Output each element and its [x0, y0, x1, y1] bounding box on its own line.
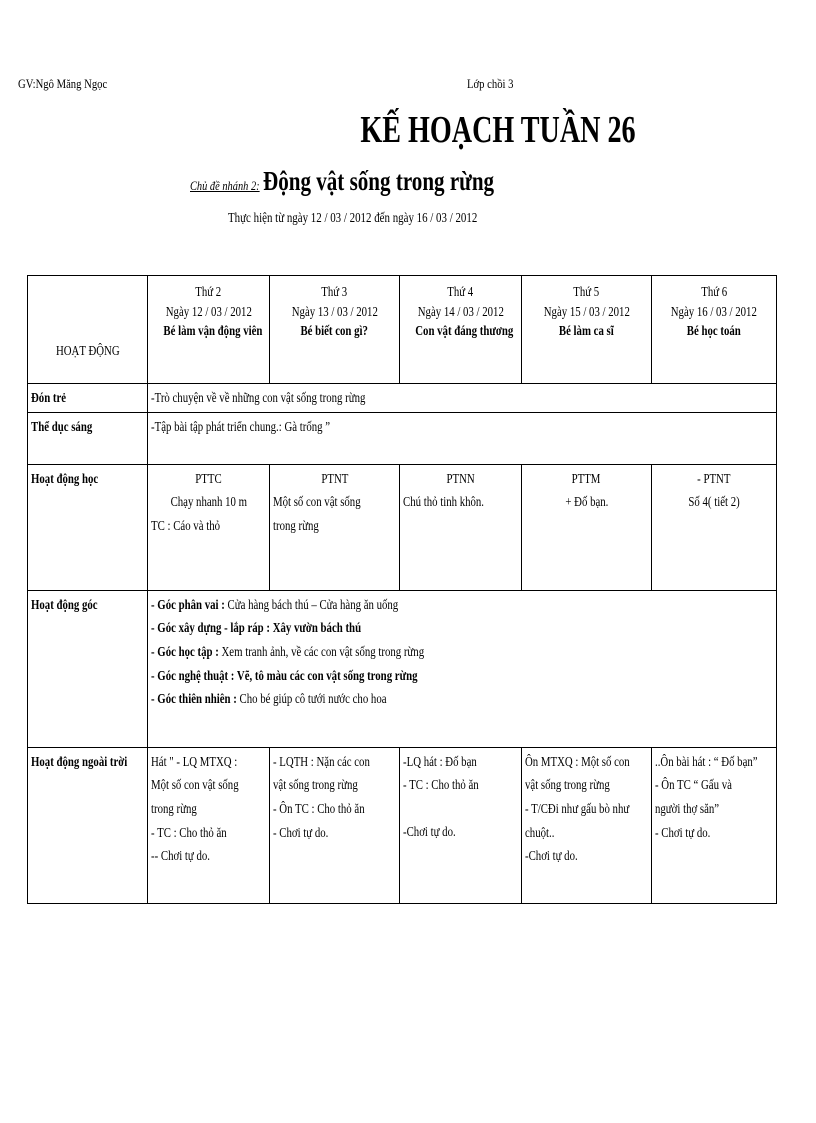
lesson-cell	[400, 464, 522, 590]
day-header	[652, 276, 777, 384]
outdoor-line: chuột..	[525, 824, 555, 840]
day-theme: Bé học toán	[687, 323, 741, 339]
row-label	[28, 384, 148, 413]
outdoor-cell	[148, 747, 270, 903]
row-the-duc	[28, 412, 777, 464]
corner-name: - Góc xây dựng - lắp ráp :	[151, 620, 270, 636]
day-date: Ngày 13 / 03 / 2012	[291, 303, 378, 319]
day-date: Ngày 15 / 03 / 2012	[543, 303, 630, 319]
page-title	[0, 108, 816, 152]
outdoor-line: vật sống trong rừng	[273, 777, 358, 793]
day-name: Thứ 5	[573, 284, 600, 299]
subtopic-text: Động vật sống trong rừng	[263, 166, 495, 196]
day-header	[400, 276, 522, 384]
day-date: Ngày 14 / 03 / 2012	[417, 303, 504, 319]
day-name: Thứ 6	[701, 284, 727, 299]
row-label-text: Hoạt động học	[31, 470, 99, 486]
outdoor-line: -- Chơi tự do.	[151, 848, 210, 864]
day-name: Thứ 4	[447, 284, 474, 299]
outdoor-line: Hát " - LQ MTXQ :	[151, 753, 238, 769]
teacher-name: GV:Ngô Măng Ngọc	[18, 76, 108, 91]
outdoor-line: Một số con vật sống	[151, 777, 239, 793]
corner-label: HOẠT ĐỘNG	[55, 343, 120, 359]
outdoor-cell	[522, 747, 652, 903]
outdoor-line: - Chơi tự do.	[273, 824, 329, 840]
header-row	[28, 276, 777, 384]
day-theme: Bé làm ca sĩ	[559, 323, 614, 339]
lesson-cell	[148, 464, 270, 590]
row-label	[28, 464, 148, 590]
corner-name: - Góc thiên nhiên :	[151, 691, 237, 707]
date-range: Thực hiện từ ngày 12 / 03 / 2012 đến ngày 16 / 03 / 2012	[228, 211, 478, 226]
day-header	[522, 276, 652, 384]
corner-name: - Góc nghệ thuật :	[151, 667, 235, 683]
outdoor-line: trong rừng	[151, 800, 197, 816]
outdoor-line: vật sống trong rừng	[525, 777, 610, 793]
day-theme: Bé biết con gì?	[300, 323, 369, 339]
day-date: Ngày 12 / 03 / 2012	[165, 303, 252, 319]
row-hoat-dong-goc	[28, 590, 777, 747]
row-label	[28, 590, 148, 747]
don-tre-cell	[148, 384, 777, 413]
corner-detail: Vẽ, tô màu các con vật sống trong rừng	[234, 667, 418, 683]
lesson-head: PTTM	[572, 470, 601, 486]
lesson-line: Số 4( tiết 2)	[688, 494, 740, 510]
corner-detail: Cho bé giúp cô tưới nước cho hoa	[236, 691, 387, 707]
row-label	[28, 412, 148, 464]
lesson-cell	[652, 464, 777, 590]
lesson-head: PTNN	[446, 470, 475, 486]
outdoor-line: - Chơi tự do.	[655, 824, 711, 840]
weekly-plan-table	[27, 275, 777, 904]
corner-detail: Xây vườn bách thú	[269, 620, 362, 636]
lesson-line: Chú thỏ tinh khôn.	[403, 494, 485, 510]
day-theme: Bé làm vận động viên	[163, 323, 263, 339]
lesson-line: + Đố bạn.	[564, 494, 608, 510]
outdoor-line: - Ôn TC : Cho thỏ ăn	[273, 800, 365, 816]
subtopic	[190, 166, 559, 197]
outdoor-line: -Chơi tự do.	[403, 823, 456, 839]
row-ngoai-troi	[28, 747, 777, 903]
day-name: Thứ 3	[321, 284, 348, 299]
row-label-text: Hoạt động góc	[31, 596, 98, 612]
outdoor-line: người thợ săn”	[655, 800, 720, 816]
lesson-line: trong rừng	[273, 517, 319, 533]
outdoor-cell	[270, 747, 400, 903]
outdoor-line: Ôn MTXQ : Một số con	[525, 753, 630, 769]
row-label-text: Thể dục sáng	[31, 418, 93, 434]
lesson-head: PTNT	[321, 470, 348, 486]
outdoor-cell	[400, 747, 522, 903]
row-label	[28, 747, 148, 903]
outdoor-line: -Chơi tự do.	[525, 848, 578, 864]
day-theme: Con vật đáng thương	[415, 323, 514, 339]
row-label-text: Đón trẻ	[31, 390, 67, 405]
corner-cell	[28, 276, 148, 384]
don-tre-text: -Trò chuyện về về những con vật sống trong rừng	[151, 390, 366, 405]
day-name: Thứ 2	[195, 284, 222, 299]
day-header	[270, 276, 400, 384]
day-header	[148, 276, 270, 384]
class-name: Lớp chồi 3	[467, 76, 514, 91]
subtopic-label: Chủ đề nhánh 2:	[190, 178, 260, 193]
lesson-cell	[270, 464, 400, 590]
the-duc-text: -Tập bài tập phát triển chung.: Gà trống ”	[151, 418, 331, 434]
day-date: Ngày 16 / 03 / 2012	[670, 303, 758, 319]
outdoor-line: - Ôn TC “ Gấu và	[655, 777, 732, 793]
row-hoat-dong-hoc	[28, 464, 777, 590]
outdoor-line: - T/CĐi như gấu bò như	[525, 800, 630, 816]
title-text: KẾ HOẠCH TUẦN 26	[360, 109, 636, 151]
outdoor-cell	[652, 747, 777, 903]
row-don-tre	[28, 384, 777, 413]
lesson-line: Chạy nhanh 10 m	[170, 494, 247, 510]
outdoor-line: ..Ôn bài hát : “ Đố bạn”	[655, 753, 758, 769]
outdoor-line: - TC : Cho thỏ ăn	[403, 777, 479, 793]
outdoor-line: - LQTH : Nặn các con	[273, 753, 370, 769]
the-duc-cell	[148, 412, 777, 464]
lesson-cell	[522, 464, 652, 590]
lesson-line: TC : Cáo và thỏ	[151, 517, 220, 533]
lesson-head: - PTNT	[697, 470, 731, 486]
corner-name: - Góc học tập :	[151, 643, 219, 659]
outdoor-line: - TC : Cho thỏ ăn	[151, 824, 227, 840]
corner-activities-cell	[148, 590, 777, 747]
corner-detail: Cửa hàng bách thú – Cửa hàng ăn uống	[224, 596, 399, 612]
lesson-head: PTTC	[195, 470, 222, 486]
corner-name: - Góc phân vai :	[151, 596, 225, 612]
corner-detail: Xem tranh ảnh, về các con vật sống trong rừng	[218, 643, 425, 659]
lesson-line: Một số con vật sống	[273, 494, 361, 510]
row-label-text: Hoạt động ngoài trời	[31, 753, 128, 769]
outdoor-line: -LQ hát : Đố bạn	[403, 753, 477, 769]
